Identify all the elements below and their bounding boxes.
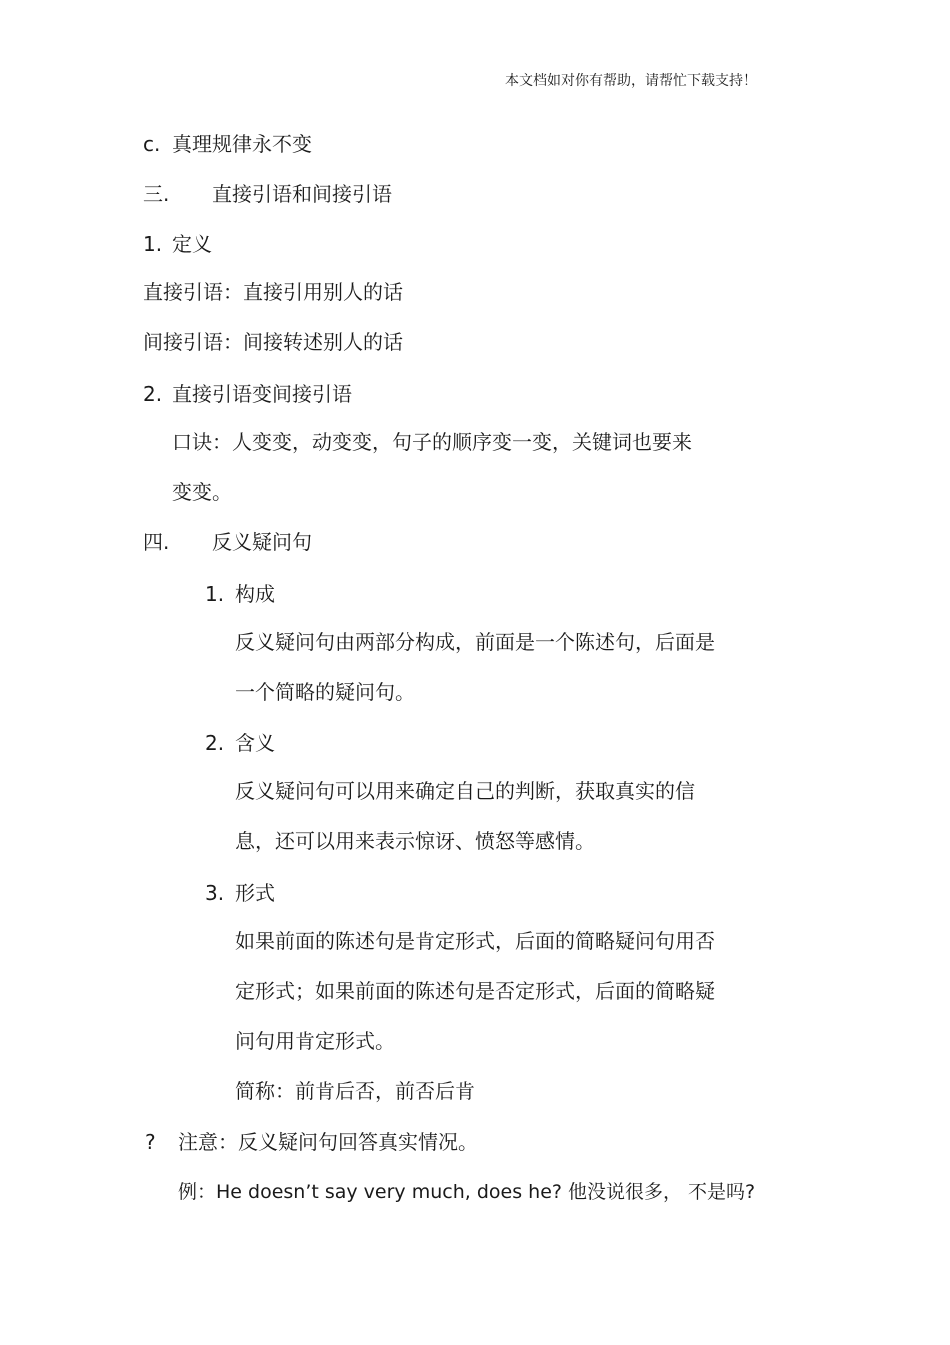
subheading: 构成 xyxy=(235,582,275,606)
text-line: 口诀：人变变，动变变，句子的顺序变一变，关键词也要来 xyxy=(172,430,692,454)
text-line: 问句用肯定形式。 xyxy=(235,1029,395,1053)
list-marker: 3. xyxy=(205,881,225,905)
text-line: 如果前面的陈述句是肯定形式，后面的简略疑问句用否 xyxy=(235,929,715,953)
text-line: 一个简略的疑问句。 xyxy=(235,680,415,704)
text-line: 反义疑问句由两部分构成，前面是一个陈述句，后面是 xyxy=(235,630,715,654)
text-line: 简称：前肯后否，前否后肯 xyxy=(235,1079,475,1103)
text-line: 直接引语：直接引用别人的话 xyxy=(143,280,403,304)
text-line: 间接引语：间接转述别人的话 xyxy=(143,330,403,354)
section-title: 反义疑问句 xyxy=(212,530,312,554)
list-marker: 1. xyxy=(205,582,225,606)
subheading: 定义 xyxy=(172,232,212,256)
text-line: 定形式；如果前面的陈述句是否定形式，后面的简略疑 xyxy=(235,979,715,1003)
page-header: 本文档如对你有帮助，请帮忙下载支持！ xyxy=(505,73,757,89)
subheading: 直接引语变间接引语 xyxy=(172,382,352,406)
section-marker: 三. xyxy=(143,182,170,206)
text-line: 真理规律永不变 xyxy=(172,132,312,156)
note-text: 注意：反义疑问句回答真实情况。 xyxy=(178,1130,478,1154)
list-marker: c. xyxy=(143,132,161,156)
example-line: 例：He doesn’t say very much, does he? 他没说很多， 不是吗? xyxy=(178,1181,756,1203)
list-marker: 2. xyxy=(143,382,163,406)
text-line: 反义疑问句可以用来确定自己的判断，获取真实的信 xyxy=(235,779,695,803)
note-marker: ? xyxy=(145,1130,156,1154)
list-marker: 2. xyxy=(205,731,225,755)
section-marker: 四. xyxy=(143,530,170,554)
text-line: 变变。 xyxy=(172,480,232,504)
text-line: 息，还可以用来表示惊讶、愤怒等感情。 xyxy=(235,829,595,853)
section-title: 直接引语和间接引语 xyxy=(212,182,392,206)
subheading: 形式 xyxy=(235,881,275,905)
subheading: 含义 xyxy=(235,731,275,755)
list-marker: 1. xyxy=(143,232,163,256)
